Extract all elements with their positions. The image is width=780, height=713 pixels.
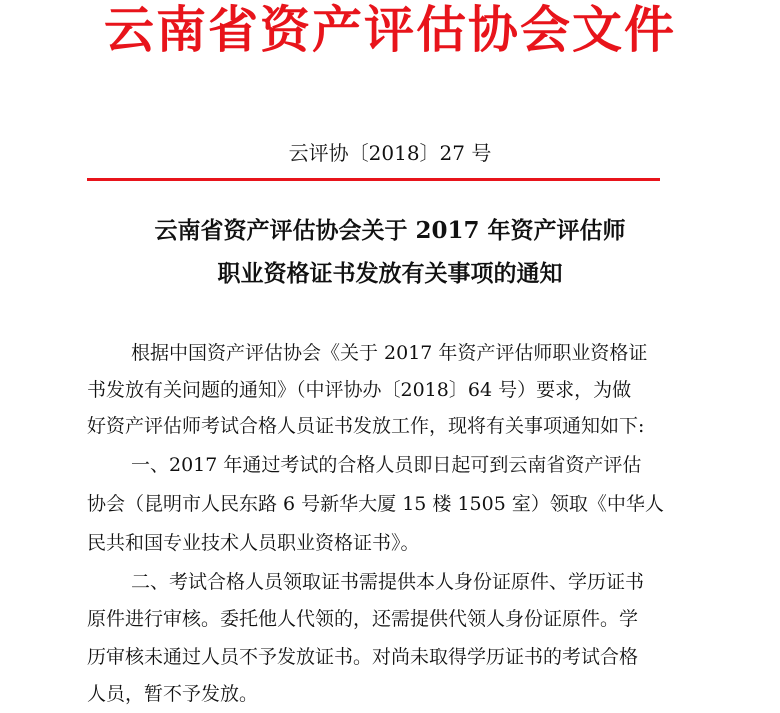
masthead-title: 云南省资产评估协会文件: [104, 1, 676, 59]
body-line: 原件进行审核。委托他人代领的，还需提供代领人身份证原件。学: [87, 608, 639, 630]
body-line: 人员，暂不予发放。: [87, 683, 259, 705]
body-line: 二、考试合格人员领取证书需提供本人身份证原件、学历证书: [131, 571, 645, 593]
notice-title-line-1: 云南省资产评估协会关于 2017 年资产评估师: [154, 217, 626, 244]
notice-title-line-2: 职业资格证书发放有关事项的通知: [217, 260, 563, 287]
red-divider-line: [87, 178, 660, 181]
body-line: 书发放有关问题的通知》（中评协办〔2018〕64 号）要求，为做: [87, 379, 632, 401]
body-line: 一、2017 年通过考试的合格人员即日起可到云南省资产评估: [131, 454, 642, 476]
body-line: 协会（昆明市人民东路 6 号新华大厦 15 楼 1505 室）领取《中华人: [87, 493, 664, 515]
body-line: 历审核未通过人员不予发放证书。对尚未取得学历证书的考试合格: [87, 646, 639, 668]
body-line: 民共和国专业技术人员职业资格证书》。: [87, 532, 420, 554]
document-number: 云评协〔2018〕27 号: [288, 141, 492, 165]
body-line: 根据中国资产评估协会《关于 2017 年资产评估师职业资格证: [131, 342, 648, 364]
body-line: 好资产评估师考试合格人员证书发放工作，现将有关事项通知如下:: [87, 415, 645, 437]
